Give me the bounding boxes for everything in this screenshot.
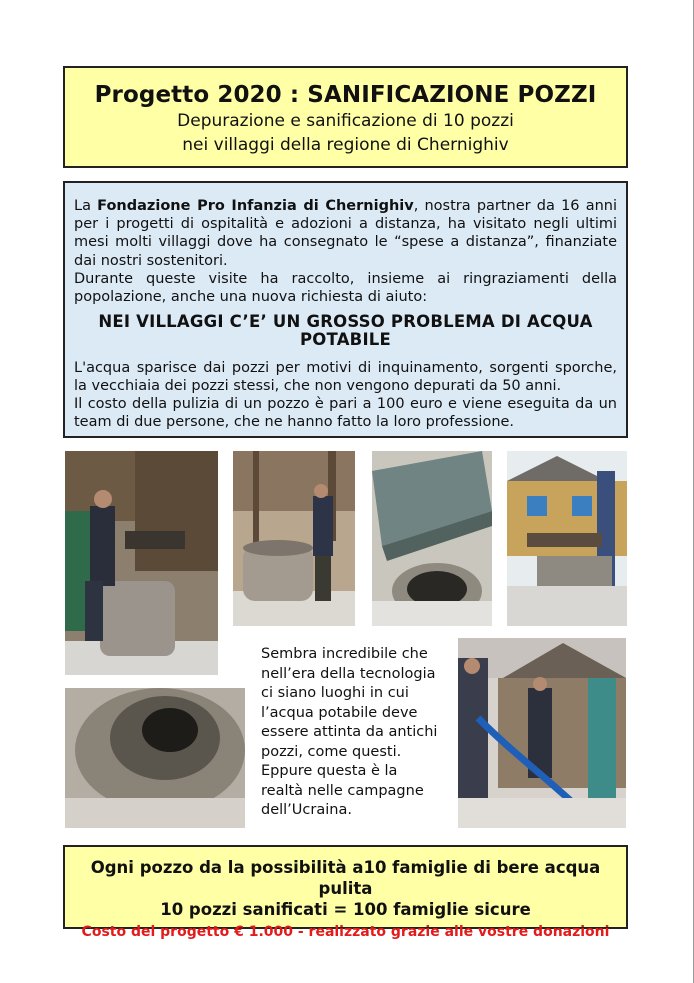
well-photo-2 xyxy=(233,451,355,626)
caption-line-3: ci siano luoghi in cui xyxy=(261,685,409,701)
project-title: Progetto 2020 : SANIFICAZIONE POZZI xyxy=(94,82,597,108)
well-interior-photo xyxy=(65,688,245,828)
project-subtitle-line2: nei villaggi della regione di Chernighiv xyxy=(182,135,509,155)
header-box xyxy=(63,66,628,168)
caption-line-2: nell’era della tecnologia xyxy=(261,665,436,682)
water-problem-headline: NEI VILLAGGI C’E’ UN GROSSO PROBLEMA DI ACQUA POTABILE xyxy=(98,312,593,350)
info-p1-prefix: La xyxy=(74,198,98,214)
info-paragraph-1 xyxy=(74,197,617,270)
caption-line-6: pozzi, come questi. xyxy=(261,743,402,760)
info-p1-rest: , nostra partner da 16 anni per i progetti di ospitalità e adozioni a distanza, ha visitato negli ultimi mesi molti villaggi dove ha consegnato le “spese a distanza”, finanziate dai nostri sostenitori. xyxy=(74,198,617,269)
footer-line-wells: 10 pozzi sanificati = 100 famiglie sicure xyxy=(160,900,531,919)
caption-line-5: essere attinta da antichi xyxy=(261,724,438,740)
foundation-name: Fondazione Pro Infanzia di Chernighiv xyxy=(97,198,414,214)
footer-line-families: Ogni pozzo da la possibilità a10 famiglie di bere acqua pulita xyxy=(90,858,601,898)
project-subtitle-line1: Depurazione e sanificazione di 10 pozzi xyxy=(177,111,514,131)
well-photo-1 xyxy=(65,451,218,675)
footer-box xyxy=(63,845,628,940)
footer-line-cost: Costo del progetto € 1.000 - realizzato grazie alle vostre donazioni xyxy=(81,924,610,940)
caption-line-9: dell’Ucraina. xyxy=(261,802,352,818)
caption-line-1: Sembra incredibile che xyxy=(261,646,428,662)
well-photo-3 xyxy=(372,451,492,626)
well-photo-4 xyxy=(507,451,627,626)
caption-line-4: l’acqua potabile deve xyxy=(261,704,418,721)
caption-line-7: Eppure questa è la xyxy=(261,763,398,779)
info-box xyxy=(63,181,628,438)
info-paragraph-3: L'acqua sparisce dai pozzi per motivi di inquinamento, sorgenti sporche, la vecchiaia dei pozzi stessi, che non vengono depurati da 50 anni. xyxy=(74,359,617,394)
info-paragraph-2: Durante queste visite ha raccolto, insieme ai ringraziamenti della popolazione, anche una nuova richiesta di aiuto: xyxy=(74,270,617,306)
info-paragraph-4: Il costo della pulizia di un pozzo è pari a 100 euro e viene eseguita da un team di due persone, che ne hanno fatto la loro professione. xyxy=(74,396,617,431)
photo-caption xyxy=(261,645,451,821)
well-hose-photo xyxy=(458,638,626,828)
caption-line-8: realtà nelle campagne xyxy=(261,782,424,799)
